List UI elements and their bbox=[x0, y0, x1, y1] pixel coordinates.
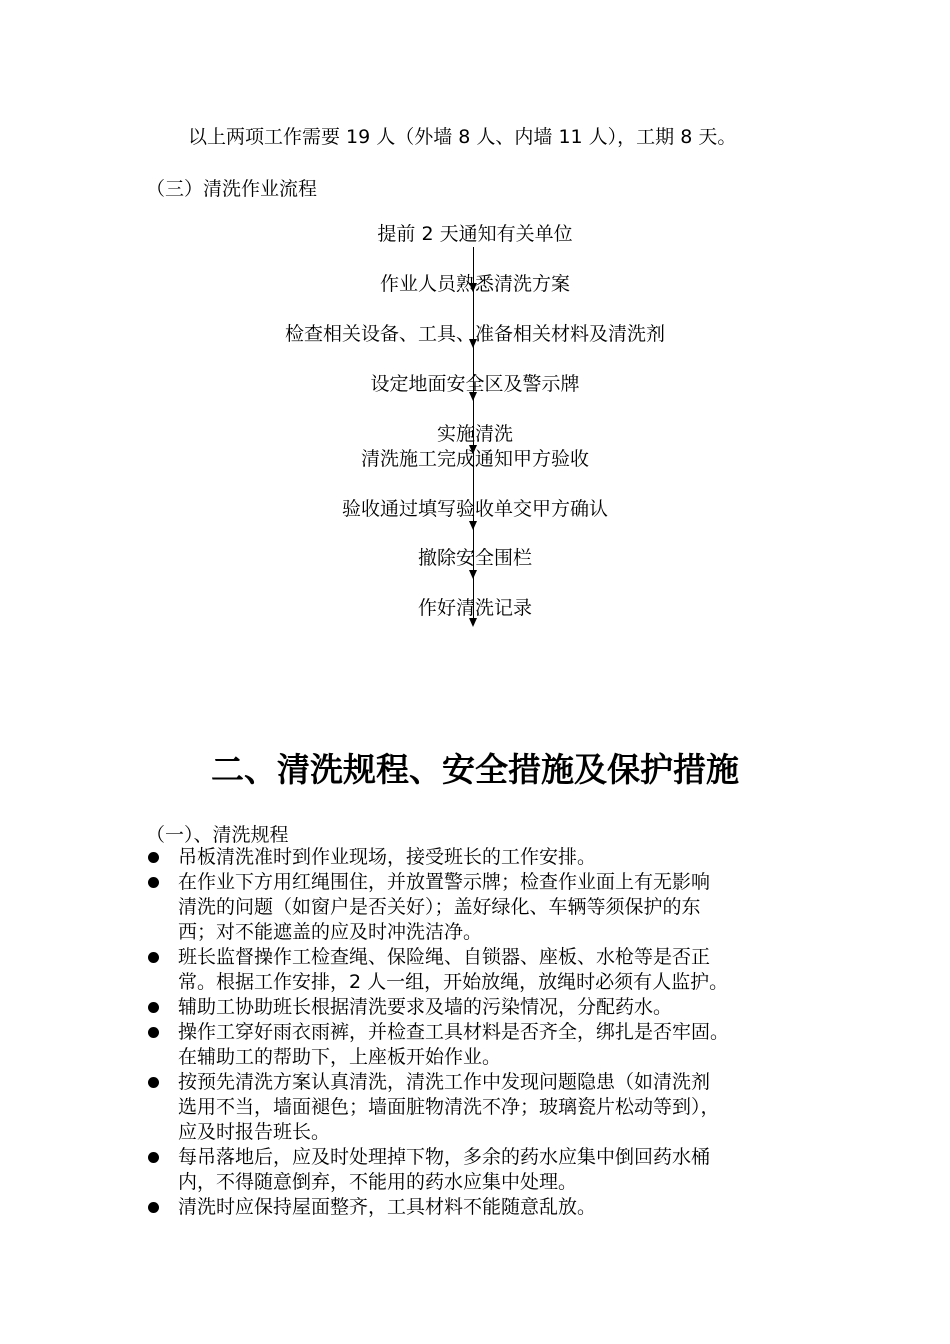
list-item-line: 清洗的问题（如窗户是否关好）；盖好绿化、车辆等须保护的东 bbox=[178, 896, 701, 918]
list-item-line: 按预先清洗方案认真清洗，清洗工作中发现问题隐患（如清洗剂 bbox=[178, 1071, 711, 1093]
bullet-icon bbox=[148, 1027, 159, 1038]
list-item bbox=[146, 870, 836, 945]
list-item-line: 操作工穿好雨衣雨裤，并检查工具材料是否齐全，绑扎是否牢固。 bbox=[178, 1021, 730, 1043]
flow-step: 清洗施工完成通知甲方验收 bbox=[360, 448, 589, 470]
list-item-line: 在作业下方用红绳围住，并放置警示牌；检查作业面上有无影响 bbox=[178, 871, 711, 893]
bullet-icon bbox=[148, 952, 159, 963]
bullet-icon bbox=[148, 1002, 159, 1013]
list-item-line: 选用不当，墙面褪色；墙面脏物清洗不净；玻璃瓷片松动等到）， bbox=[178, 1096, 720, 1118]
flow-arrow-icon bbox=[469, 570, 477, 579]
subheading-workflow: （三）清洗作业流程 bbox=[146, 178, 318, 200]
bullet-icon bbox=[148, 852, 159, 863]
list-item-line: 应及时报告班长。 bbox=[178, 1121, 331, 1143]
flow-step: 作好清洗记录 bbox=[417, 597, 532, 619]
list-item-line: 班长监督操作工检查绳、保险绳、自锁器、座板、水枪等是否正 bbox=[178, 946, 711, 968]
bullet-icon bbox=[148, 1202, 159, 1213]
flow-step: 检查相关设备、工具、准备相关材料及清洗剂 bbox=[284, 323, 665, 345]
section-title: 二、清洗规程、安全措施及保护措施 bbox=[211, 750, 739, 789]
list-item-line: 辅助工协助班长根据清洗要求及墙的污染情况，分配药水。 bbox=[178, 996, 673, 1018]
list-item-line: 西；对不能遮盖的应及时冲洗洁净。 bbox=[178, 921, 483, 943]
bullet-icon bbox=[148, 1152, 159, 1163]
flow-step: 实施清洗 bbox=[436, 423, 513, 445]
flow-step: 提前 2 天通知有关单位 bbox=[377, 223, 573, 245]
list-item-line: 清洗时应保持屋面整齐，工具材料不能随意乱放。 bbox=[178, 1196, 597, 1218]
list-item bbox=[146, 1070, 836, 1145]
rules-list bbox=[146, 845, 836, 1220]
flow-step: 设定地面安全区及警示牌 bbox=[370, 373, 580, 395]
flow-step: 验收通过填写验收单交甲方确认 bbox=[341, 498, 608, 520]
intro-paragraph: 以上两项工作需要 19 人（外墙 8 人、内墙 11 人），工期 8 天。 bbox=[188, 126, 737, 148]
list-item bbox=[146, 1195, 836, 1220]
list-item-line: 在辅助工的帮助下，上座板开始作业。 bbox=[178, 1046, 502, 1068]
bullet-icon bbox=[148, 1077, 159, 1088]
list-item-line: 每吊落地后，应及时处理掉下物，多余的药水应集中倒回药水桶 bbox=[178, 1146, 711, 1168]
list-item-line: 常。根据工作安排，2 人一组，开始放绳，放绳时必须有人监护。 bbox=[178, 971, 729, 993]
list-item-line: 吊板清洗准时到作业现场，接受班长的工作安排。 bbox=[178, 846, 597, 868]
list-item bbox=[146, 1020, 836, 1070]
flow-arrow-icon bbox=[469, 521, 477, 530]
list-item bbox=[146, 945, 836, 995]
list-item bbox=[146, 995, 836, 1020]
list-item bbox=[146, 845, 836, 870]
flow-step: 撤除安全围栏 bbox=[417, 547, 532, 569]
subheading-cleaning-rules: （一）、清洗规程 bbox=[146, 824, 289, 846]
list-item-line: 内，不得随意倒弃，不能用的药水应集中处理。 bbox=[178, 1171, 578, 1193]
bullet-icon bbox=[148, 877, 159, 888]
list-item bbox=[146, 1145, 836, 1195]
flow-step: 作业人员熟悉清洗方案 bbox=[379, 273, 570, 295]
